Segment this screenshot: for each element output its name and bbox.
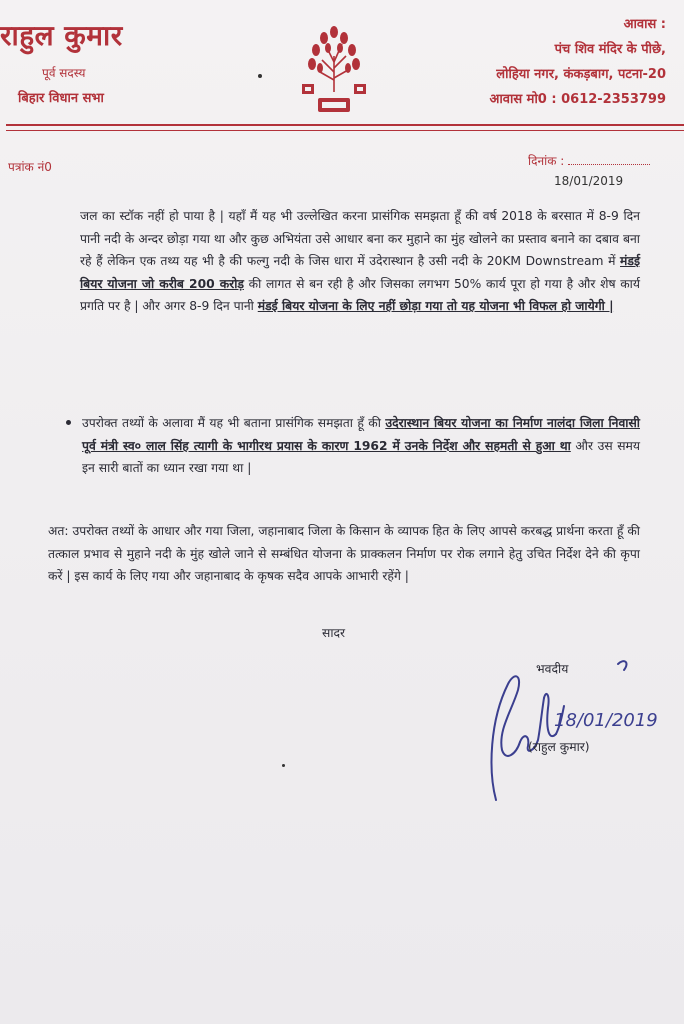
p2-text-b: और उस समय इन सारी बातों का ध्यान रखा गया था | [82,438,641,475]
letterhead-role: पूर्व सदस्य [42,66,86,80]
paragraph-1 [80,205,640,318]
letterhead-name: राहुल कुमार [0,19,123,52]
address-line-1: पंच शिव मंदिर के पीछे, [554,42,666,57]
bullet-point [66,420,71,425]
ink-dot-2 [282,764,285,767]
p2-text-a: उपरोक्त तथ्यों के अलावा मैं यह भी बताना प्रासंगिक समझता हूँ की [82,416,386,430]
reference-number-label: पत्रांक नं0 [8,160,52,174]
paragraph-2 [82,412,640,480]
handwritten-signature [468,650,678,810]
date-label-text: दिनांक : [528,154,565,168]
letterhead-address [489,12,666,112]
p1-text-a: जल का स्टॉक नहीं हो पाया है | यहाँ मैं यह भी उल्लेखित करना प्रासंगिक समझता हूँ की वर्ष 2018 के बरसात में 8-9 दिन पानी नदी के अन्दर छोड़ा गया था और कुछ अभियंता उसे आधार बना कर मुहाने का मुंह खोलने का प्रस्ताव बनाने का दबाव बना रहे हैं लेकिन एक तथ्य यह भी है की फल्गु नदी के जिस धारा में उदेरास्थान है उसी नदी के 20KM Downstream में [80,209,640,268]
signatory-name: (राहुल कुमार) [528,740,590,754]
p1-text-b: की लागत से बन रही है और जिसका लगभग 50% कार्य पूरा हो गया है और शेष कार्य प्रगति पर है | और अगर 8-9 दिन पानी [80,276,640,313]
ink-dot [258,74,262,78]
date-value: 18/01/2019 [554,174,624,188]
address-line-2: लोहिया नगर, कंकड़बाग, पटना-20 [496,67,666,82]
phone-line: आवास मो0 : 0612-2353799 [489,92,666,107]
letterhead-rule-thin [6,130,684,131]
p1-underline-1: मंडई बियर योजना जो करीब 200 करोड़ [80,254,640,291]
date-dotted-line [568,164,650,165]
p2-underline: उदेरास्थान बियर योजना का निर्माण नालंदा जिला निवासी पूर्व मंत्री स्व० लाल सिंह त्यागी के भागीरथ प्रयास के कारण 1962 में उनके निर्देश और सहमती से हुआ था [82,416,640,453]
closing-bhavdiya: भवदीय [536,662,569,676]
date-label [528,152,650,169]
address-label: आवास : [623,17,666,32]
closing-sadar: सादर [322,626,346,640]
paragraph-3: अत: उपरोक्त तथ्यों के आधार और गया जिला, जहानाबाद जिला के किसान के व्यापक हित के लिए आपसे करबद्ध प्रार्थना करता हूँ की तत्काल प्रभाव से मुहाने नदी के मुंह खोले जाने से सम्बंधित योजना के प्राक्कलन निर्माण पर रोक लगाने हेतु उचित निर्देश देने की कृपा करें | इस कार्य के लिए गया और जहानाबाद के कृषक सदैव आपके आभारी रहेंगे | [48,524,640,583]
p1-underline-2: मंडई बियर योजना के लिए नहीं छोड़ा गया तो यह योजना भी विफल हो जायेगी | [257,299,614,313]
signature-date: 18/01/2019 [554,710,658,731]
letterhead-rule [6,124,684,126]
tree-emblem-icon [298,22,370,116]
letterhead-house: बिहार विधान सभा [18,91,104,106]
